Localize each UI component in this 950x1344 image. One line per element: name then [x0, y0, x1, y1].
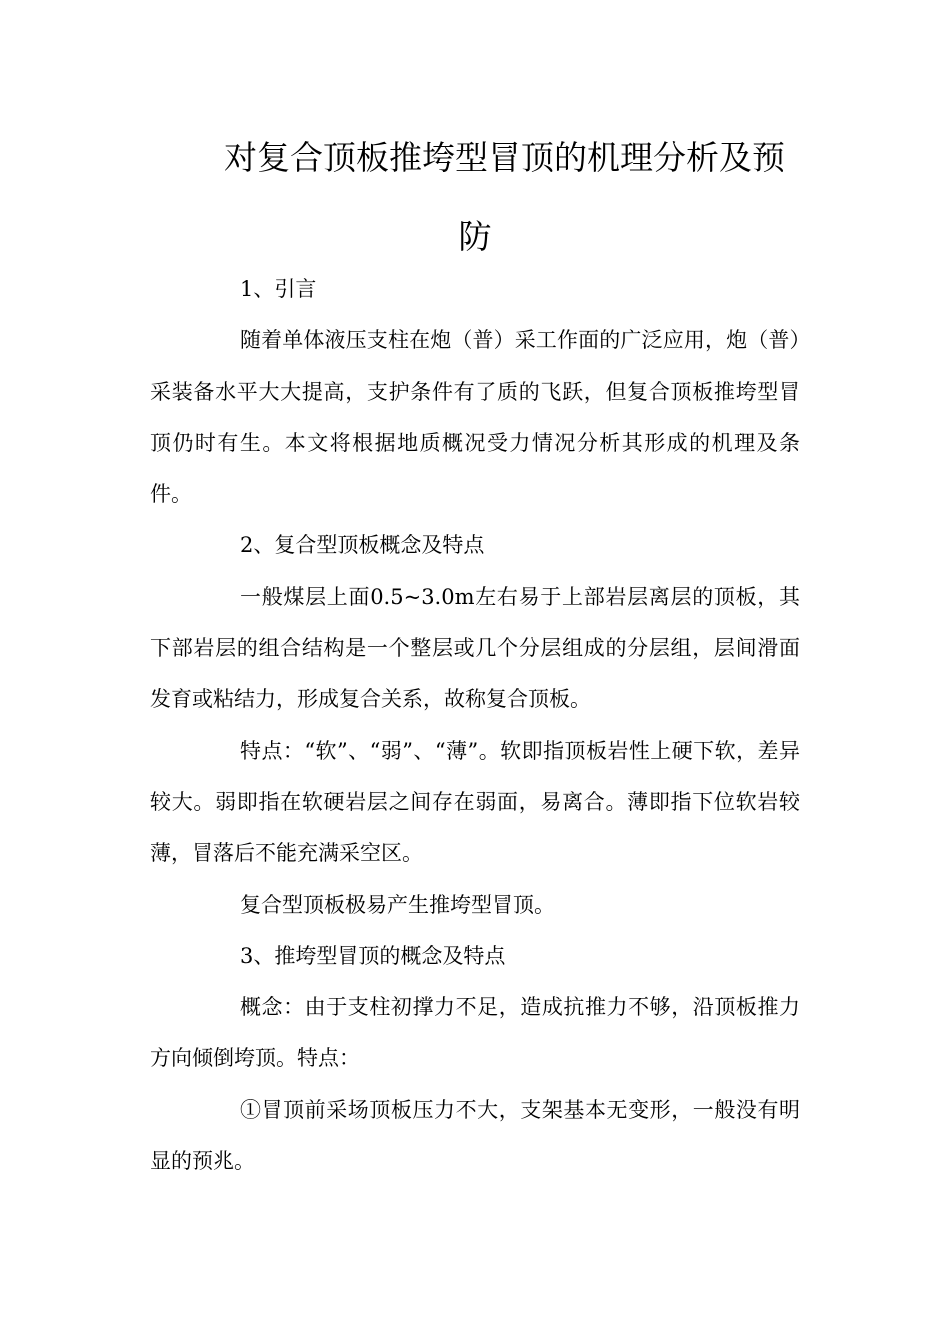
- section-heading-push-collapse: 3、推垮型冒顶的概念及特点: [240, 943, 506, 968]
- section-heading-intro: 1、引言: [240, 277, 317, 301]
- paragraph: 复合型顶板极易产生推垮型冒顶。: [240, 892, 555, 917]
- section-heading-composite-roof: 2、复合型顶板概念及特点: [240, 533, 485, 558]
- paragraph: 随着单体液压支柱在炮（普）采工作面的广泛应用，炮（普）采装备水平大大提高，支护条件有了质的飞跃，但复合顶板推垮型冒顶仍时有生。本文将根据地质概况受力情况分析其形成的机理及条件。: [150, 328, 800, 507]
- title-line-2: 防: [458, 217, 492, 256]
- paragraph: 特点：“软”、“弱”、“薄”。软即指顶板岩性上硬下软，差异较大。弱即指在软硬岩层之间存在弱面，易离合。薄即指下位软岩较薄，冒落后不能充满采空区。: [150, 738, 800, 866]
- paragraph: 概念：由于支柱初撑力不足，造成抗推力不够，沿顶板推力方向倾倒垮顶。特点：: [150, 995, 800, 1071]
- title-line-1: 对复合顶板推垮型冒顶的机理分析及预: [224, 138, 785, 177]
- document-body: [150, 264, 800, 1187]
- list-item: ①冒顶前采场顶板压力不大，支架基本无变形，一般没有明显的预兆。: [150, 1097, 800, 1174]
- paragraph: 一般煤层上面0.5~3.0m左右易于上部岩层离层的顶板，其下部岩层的组合结构是一个整层或几个分层组成的分层组，层间滑面发育或粘结力，形成复合关系，故称复合顶板。: [150, 584, 800, 712]
- document-title: [150, 118, 800, 276]
